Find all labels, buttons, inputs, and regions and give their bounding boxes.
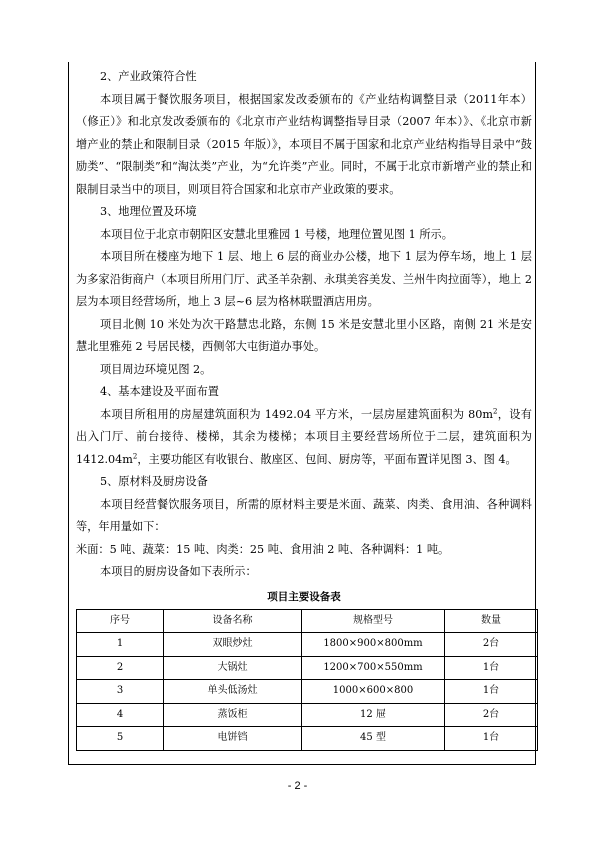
cell-name: 蒸饭柜 [164, 703, 302, 727]
table-header-row [77, 609, 538, 633]
section-heading-materials: 5、原材料及厨房设备 [100, 475, 208, 488]
location-paragraph-1: 本项目位于北京市朝阳区安慧北里雅园 1 号楼，地理位置见图 1 所示。 [100, 227, 453, 241]
cell-spec: 1200×700×550mm [302, 656, 445, 680]
construction-text-b: ，设有出入门厅、前台接待、楼梯，其余为楼梯；本项目主要经营场所位于二层，建筑面积为 1412.04m [76, 407, 532, 466]
table-row [77, 727, 538, 751]
page-number: - 2 - [287, 780, 308, 792]
cell-quantity: 1台 [445, 727, 538, 751]
cell-spec: 45 型 [302, 727, 445, 751]
cell-index: 3 [77, 680, 164, 704]
table-row [77, 680, 538, 704]
cell-spec: 12 屉 [302, 703, 445, 727]
cell-index: 2 [77, 656, 164, 680]
equipment-table [76, 609, 538, 751]
column-header-quantity: 数量 [445, 609, 538, 633]
superscript-2: 2 [132, 451, 138, 460]
cell-quantity: 1台 [445, 680, 538, 704]
cell-index: 4 [77, 703, 164, 727]
document-body [76, 66, 532, 751]
column-header-index: 序号 [77, 609, 164, 633]
cell-name: 电饼铛 [164, 727, 302, 751]
cell-quantity: 2台 [445, 633, 538, 657]
construction-text-c: ，主要功能区有收银台、散座区、包间、厨房等，平面布置详见图 3、图 4。 [137, 452, 517, 466]
cell-name: 双眼炒灶 [164, 633, 302, 657]
cell-name: 单头低汤灶 [164, 680, 302, 704]
construction-paragraph [76, 404, 532, 472]
table-row [77, 656, 538, 680]
cell-spec: 1000×600×800 [302, 680, 445, 704]
section-heading-policy: 2、产业政策符合性 [100, 70, 197, 83]
materials-paragraph-3: 本项目的厨房设备如下表所示： [100, 565, 257, 578]
table-row [77, 703, 538, 727]
section-heading-location: 3、地理位置及环境 [100, 205, 197, 218]
cell-name: 大锅灶 [164, 656, 302, 680]
column-header-name: 设备名称 [164, 609, 302, 633]
materials-paragraph-2: 米面：5 吨、蔬菜：15 吨、肉类：25 吨、食用油 2 吨、各种调料：1 吨。 [76, 542, 450, 556]
cell-quantity: 1台 [445, 656, 538, 680]
cell-spec: 1800×900×800mm [302, 633, 445, 657]
location-paragraph-4: 项目周边环境见图 2。 [100, 362, 212, 376]
cell-index: 1 [77, 633, 164, 657]
materials-paragraph-1: 本项目经营餐饮服务项目，所需的原材料主要是米面、蔬菜、肉类、食用油、各种调料等，年用量如下： [76, 497, 532, 533]
construction-text-a: 本项目所租用的房屋建筑面积为 1492.04 平方米，一层房屋建筑面积为 80m [100, 407, 494, 421]
table-title: 项目主要设备表 [267, 590, 341, 603]
policy-paragraph: 本项目属于餐饮服务项目，根据国家发改委颁布的《产业结构调整目录（2011年本）（修正）》和北京发改委颁布的《北京市产业结构调整指导目录（2007 年本）》、《北京市新增产业的禁止和限制目录（2015 年版）》，本项目不属于国家和北京产业结构指导目录中“鼓励类”、“限制类”和“淘汰类”产业，为“允许类”产业。同时，不属于北京市新增产业的禁止和限制目录当中的项目，则项目符合国家和北京市产业政策的要求。 [76, 92, 532, 196]
location-paragraph-2: 本项目所在楼座为地下 1 层、地上 6 层的商业办公楼，地下 1 层为停车场，地上 1 层为多家沿街商户（本项目所用门厅、武圣羊杂割、永琪美容美发、兰州牛肉拉面等），地上 2 层为本项目经营场所，地上 3 层~6 层为格林联盟酒店用房。 [76, 250, 532, 308]
column-header-spec: 规格型号 [302, 609, 445, 633]
cell-quantity: 2台 [445, 703, 538, 727]
cell-index: 5 [77, 727, 164, 751]
location-paragraph-3: 项目北侧 10 米处为次干路慧忠北路，东侧 15 米是安慧北里小区路，南侧 21 米是安慧北里雅苑 2 号居民楼，西侧邻大屯街道办事处。 [76, 317, 532, 353]
superscript-2: 2 [493, 406, 498, 415]
section-heading-construction: 4、基本建设及平面布置 [100, 385, 219, 398]
table-row [77, 633, 538, 657]
